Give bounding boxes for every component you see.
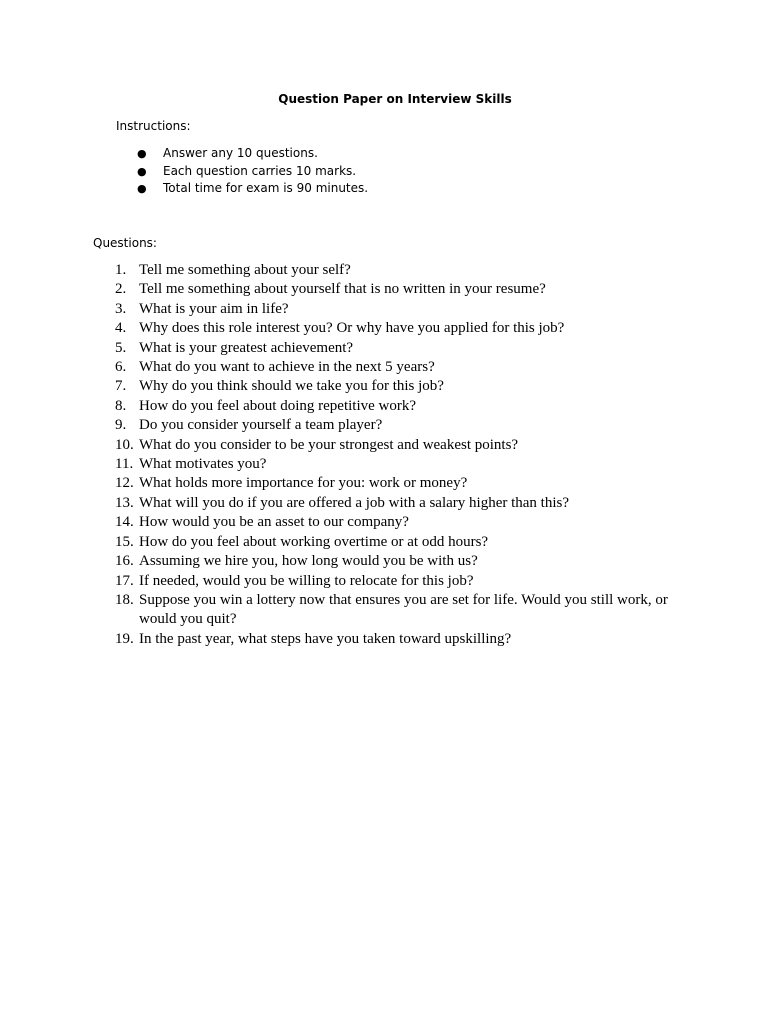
question-text: What do you consider to be your strongest and weakest points? <box>139 436 519 453</box>
instructions-heading: Instructions: <box>116 119 191 133</box>
question-item <box>0 630 700 649</box>
instruction-list <box>0 145 368 198</box>
questions-heading: Questions: <box>93 236 157 250</box>
question-number: 17. <box>115 572 134 589</box>
question-number: 13. <box>115 494 134 511</box>
question-text: What motivates you? <box>139 456 267 473</box>
question-text: What is your aim in life? <box>139 300 289 317</box>
question-text: What will you do if you are offered a job with a salary higher than this? <box>139 494 570 511</box>
question-text: In the past year, what steps have you taken toward upskilling? <box>139 630 512 647</box>
instruction-text: Total time for exam is 90 minutes. <box>163 181 369 195</box>
question-number: 14. <box>115 514 134 531</box>
question-text: Suppose you win a lottery now that ensures you are set for life. Would you still work, or would you quit? <box>139 591 668 628</box>
instruction-item <box>0 145 368 163</box>
question-number: 12. <box>115 475 134 492</box>
question-text: What do you want to achieve in the next 5 years? <box>139 359 435 376</box>
question-number: 6. <box>115 359 127 376</box>
question-number: 4. <box>115 320 127 337</box>
question-item <box>0 455 700 474</box>
question-item <box>0 494 700 513</box>
question-number: 1. <box>115 262 127 278</box>
question-number: 9. <box>115 417 127 434</box>
question-text: Do you consider yourself a team player? <box>139 417 383 434</box>
question-item <box>0 513 700 532</box>
question-item <box>0 319 700 338</box>
question-text: What is your greatest achievement? <box>139 339 354 356</box>
bullet-icon: ● <box>137 164 147 178</box>
question-item <box>0 280 700 299</box>
question-item <box>0 300 700 319</box>
question-item <box>0 397 700 416</box>
question-number: 2. <box>115 281 127 298</box>
question-number: 7. <box>115 378 127 395</box>
question-number: 10. <box>115 436 134 453</box>
page-title: Question Paper on Interview Skills <box>278 92 512 106</box>
instruction-text: Each question carries 10 marks. <box>163 163 357 178</box>
bullet-icon: ● <box>137 182 147 195</box>
question-item <box>0 377 700 396</box>
question-item <box>0 572 700 591</box>
instruction-item <box>0 180 368 198</box>
question-item <box>0 261 700 280</box>
question-number: 11. <box>115 456 134 473</box>
question-text: How do you feel about doing repetitive work? <box>139 397 417 414</box>
question-text: Tell me something about your self? <box>139 262 351 278</box>
question-number: 19. <box>115 630 134 647</box>
question-text: What holds more importance for you: work or money? <box>139 475 468 492</box>
question-text: Tell me something about yourself that is no written in your resume? <box>139 281 546 298</box>
question-text: Why do you think should we take you for this job? <box>139 378 444 395</box>
question-number: 18. <box>115 591 134 608</box>
question-text: If needed, would you be willing to relocate for this job? <box>139 572 474 589</box>
question-number: 3. <box>115 300 127 317</box>
question-text: Why does this role interest you? Or why have you applied for this job? <box>139 320 565 337</box>
bullet-icon: ● <box>137 147 147 160</box>
question-item <box>0 552 700 571</box>
question-number: 8. <box>115 397 127 414</box>
question-text: Assuming we hire you, how long would you be with us? <box>139 553 478 570</box>
question-item <box>0 591 700 630</box>
question-item <box>0 339 700 358</box>
question-number: 16. <box>115 553 134 570</box>
question-text: How would you be an asset to our company? <box>139 514 409 531</box>
instruction-text: Answer any 10 questions. <box>163 146 318 160</box>
question-item <box>0 358 700 377</box>
question-text: How do you feel about working overtime or at odd hours? <box>139 533 489 550</box>
instruction-item <box>0 163 368 181</box>
question-list <box>0 261 700 649</box>
question-item <box>0 533 700 552</box>
question-item <box>0 436 700 455</box>
question-number: 5. <box>115 339 127 356</box>
question-item <box>0 474 700 493</box>
question-number: 15. <box>115 533 134 550</box>
question-item <box>0 416 700 435</box>
